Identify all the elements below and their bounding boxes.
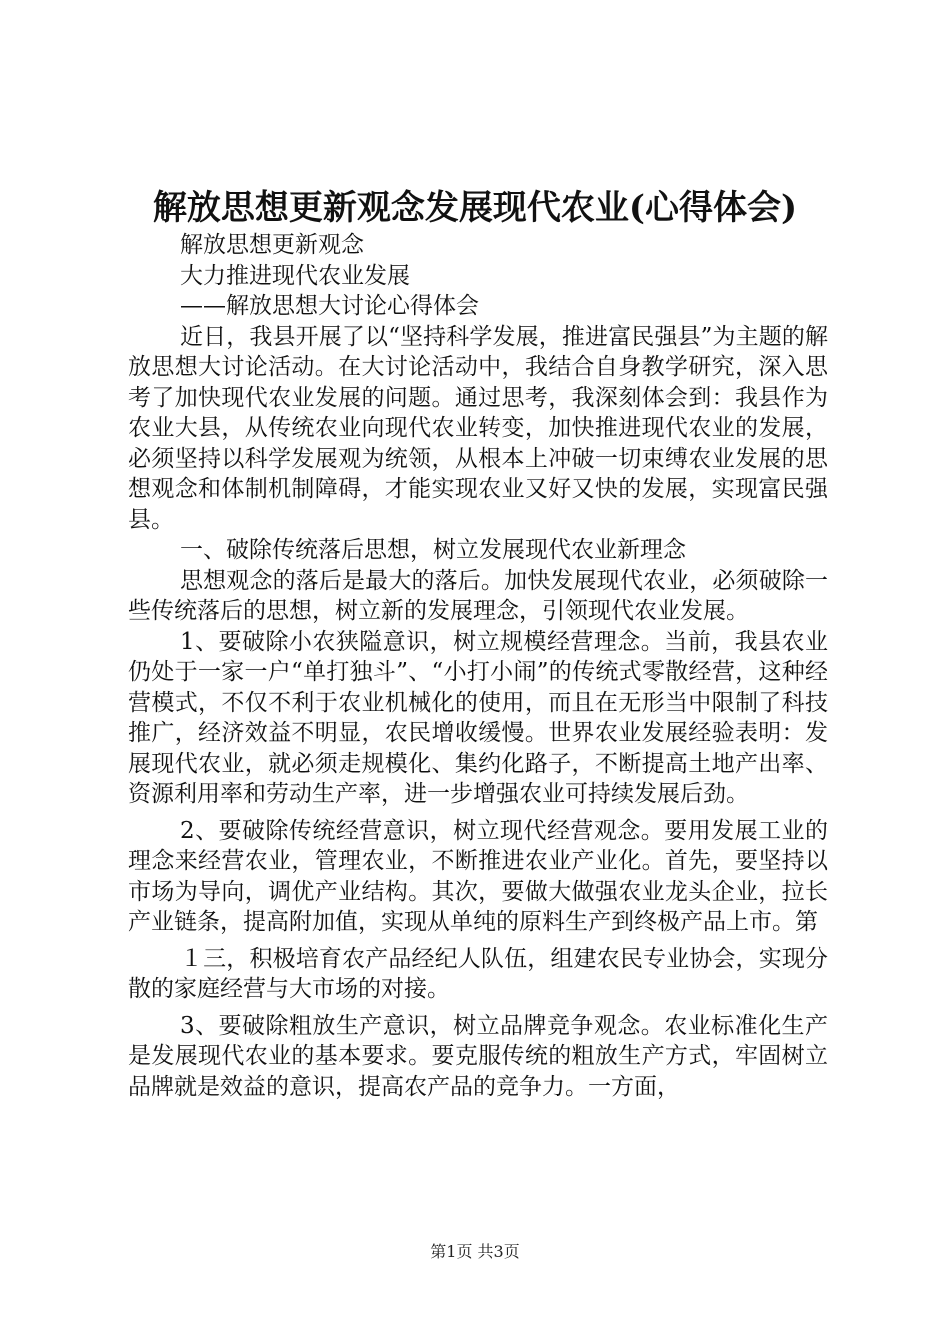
document-title: 解放思想更新观念发展现代农业(心得体会) — [152, 188, 798, 228]
page-number-footer: 第1页 共3页 — [430, 1242, 520, 1261]
body-paragraph: 2、要破除传统经营意识，树立现代经营观念。要用发展工业的理念来经营农业，管理农业，不断推进农业产业化。首先，要坚持以市场为导向，调优产业结构。其次，要做大做强农业龙头企业，拉长产业链条，提高附加值，实现从单纯的原料生产到终极产品上市。第 — [128, 817, 828, 935]
document-body — [128, 230, 828, 1102]
body-paragraph: 思想观念的落后是最大的落后。加快发展现代农业，必须破除一些传统落后的思想，树立新的发展理念，引领现代农业发展。 — [128, 567, 828, 624]
subtitle-line: 解放思想更新观念 — [180, 232, 364, 258]
subtitle-line: ——解放思想大讨论心得体会 — [180, 293, 479, 319]
body-paragraph: 近日，我县开展了以“坚持科学发展，推进富民强县”为主题的解放思想大讨论活动。在大讨论活动中，我结合自身教学研究，深入思考了加快现代农业发展的问题。通过思考，我深刻体会到：我县作为农业大县，从传统农业向现代农业转变，加快推进现代农业的发展，必须坚持以科学发展观为统领，从根本上冲破一切束缚农业发展的思想观念和体制机制障碍，才能实现农业又好又快的发展，实现富民强县。 — [128, 323, 828, 533]
body-paragraph: 3、要破除粗放生产意识，树立品牌竞争观念。农业标准化生产是发展现代农业的基本要求。要克服传统的粗放生产方式，牢固树立品牌就是效益的意识，提高农产品的竞争力。一方面， — [128, 1012, 828, 1100]
subtitle-line: 大力推进现代农业发展 — [180, 262, 410, 289]
body-paragraph: １三，积极培育农产品经纪人队伍，组建农民专业协会，实现分散的家庭经营与大市场的对接。 — [128, 945, 828, 1002]
body-paragraph: 1、要破除小农狭隘意识，树立规模经营理念。当前，我县农业仍处于一家一户“单打独斗”、“小打小闹”的传统式零散经营，这种经营模式，不仅不利于农业机械化的使用，而且在无形当中限制了科技推广，经济效益不明显，农民增收缓慢。世界农业发展经验表明：发展现代农业，就必须走规模化、集约化路子，不断提高土地产出率、资源利用率和劳动生产率，进一步增强农业可持续发展后劲。 — [128, 628, 828, 807]
section-heading: 一、破除传统落后思想，树立发展现代农业新理念 — [180, 537, 686, 563]
